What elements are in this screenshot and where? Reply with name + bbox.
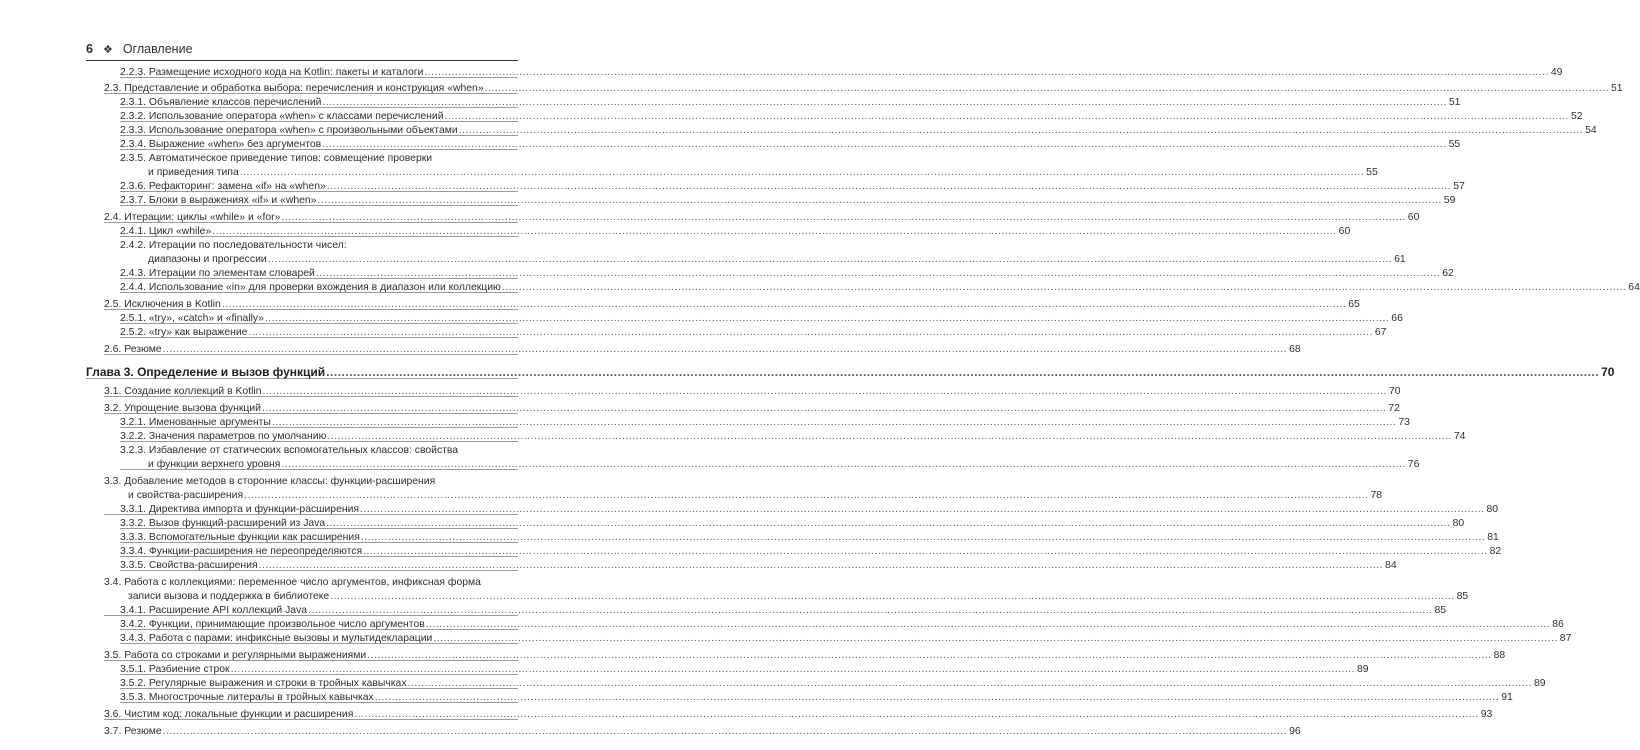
toc-entry-text: Создание коллекций в Kotlin [124, 386, 262, 397]
toc-entry-text: Рефакторинг: замена «if» на «when» [148, 181, 326, 192]
toc-entry-number: 2.5. [104, 299, 122, 310]
toc-page-number: 86 [1552, 619, 1564, 630]
toc-entry-title [104, 82, 484, 96]
toc-entry-number: 3.2.1. [120, 417, 146, 428]
dot-leader [366, 649, 1491, 663]
dot-leader [359, 503, 1484, 517]
toc-entry-title [120, 66, 423, 80]
toc-entry-number: 2.4. [104, 212, 122, 223]
dot-leader [280, 211, 1405, 225]
toc-entry-title [120, 691, 374, 705]
toc-page-number: 70 [1388, 386, 1401, 397]
toc-entry-text: Функции, принимающие произвольное число аргументов [148, 619, 425, 630]
toc-entry-title [104, 385, 262, 399]
toc-entry-text: Упрощение вызова функций [124, 403, 261, 414]
toc-entry-text: Размещение исходного кода на Kotlin: пакеты и каталоги [148, 67, 424, 78]
toc-entry-title [120, 663, 230, 677]
toc-page-number: 93 [1480, 709, 1493, 720]
toc-page-number: 61 [1394, 254, 1406, 265]
toc-entry-number: 2.5.2. [120, 327, 146, 338]
toc-page-number: 96 [1289, 726, 1301, 737]
toc-entry-number: 2.3. [104, 83, 122, 94]
toc-entry-title [120, 677, 407, 691]
toc-entry-number: 2.5.1. [120, 313, 146, 324]
toc-entry-number: 3.7. [104, 726, 122, 737]
toc-entry-title [120, 225, 211, 239]
toc-entry-number: 2.3.2. [120, 111, 146, 122]
toc-entry-text: «try» как выражение [148, 327, 248, 338]
dot-leader [316, 194, 1441, 208]
toc-page-number: 55 [1448, 139, 1461, 150]
toc-entry[interactable] [120, 267, 1454, 281]
toc-entry-number: 3.2.2. [120, 431, 146, 442]
toc-entry[interactable] [120, 677, 1546, 691]
toc-entry[interactable] [120, 559, 1397, 573]
toc-entry-text: Объявление классов перечислений [148, 97, 322, 108]
toc-entry[interactable] [148, 458, 1420, 472]
toc-entry[interactable] [120, 691, 1513, 705]
header-rule [86, 60, 518, 61]
toc-entry-number: 2.3.4. [120, 139, 146, 150]
toc-entry-text: Именованные аргументы [148, 417, 271, 428]
toc-entry-text: Значения параметров по умолчанию [148, 431, 327, 442]
toc-entry[interactable] [120, 663, 1369, 677]
toc-chapter[interactable] [86, 364, 1615, 380]
toc-entry-text: Свойства-расширения [148, 560, 258, 571]
toc-entry[interactable] [120, 545, 1502, 559]
toc-entry[interactable] [120, 312, 1403, 326]
toc-entry-number: 3.1. [104, 386, 122, 397]
dot-leader [374, 691, 1499, 705]
toc-page-number: 88 [1493, 650, 1506, 661]
toc-entry[interactable] [120, 503, 1499, 517]
toc-entry-text: Цикл «while» [148, 226, 212, 237]
toc-entry[interactable] [120, 96, 1461, 110]
toc-entry-number: 3.4.3. [120, 633, 146, 644]
toc-entry-title [120, 517, 325, 531]
toc-entry-number: 3.3.3. [120, 532, 146, 543]
toc-page-number: 52 [1570, 111, 1583, 122]
toc-entry-text: Резюме [124, 726, 162, 737]
toc-entry-text: Автоматическое приведение типов: совмещение проверки [148, 153, 433, 164]
toc-page-number: 64 [1628, 282, 1640, 293]
toc-page-number: 62 [1442, 268, 1454, 279]
toc-entry[interactable] [120, 430, 1466, 444]
toc-entry-text: Итерации по элементам словарей [148, 268, 315, 279]
toc-entry-text: Работа с парами: инфиксные вызовы и мультидекларации [148, 633, 433, 644]
toc-page-number: 59 [1443, 195, 1456, 206]
dot-leader [353, 708, 1478, 722]
toc-entry[interactable] [104, 475, 514, 489]
page-number: 6 [86, 42, 93, 56]
toc-page-number: 82 [1489, 546, 1502, 557]
toc-entry-text: Добавление методов в сторонние классы: функции-расширения [124, 476, 436, 487]
toc-page-number: 70 [1601, 365, 1615, 379]
toc-entry[interactable] [104, 576, 514, 590]
toc-page-number: 51 [1611, 83, 1623, 94]
toc-entry-text: Итерации: циклы «while» и «for» [124, 212, 281, 223]
dot-leader [230, 663, 1355, 677]
toc-entry-number: 3.3.5. [120, 560, 146, 571]
toc-entry[interactable] [120, 444, 514, 458]
toc-entry-title [120, 503, 359, 517]
dot-leader [267, 253, 1392, 267]
toc-entry-number: 2.4.2. [120, 240, 146, 251]
toc-entry[interactable] [104, 343, 1301, 357]
toc-entry-text: Регулярные выражения и строки в тройных кавычках [148, 678, 407, 689]
toc-entry-text: Использование «in» для проверки вхождения в диапазон или коллекцию [148, 282, 501, 293]
toc-entry[interactable] [120, 239, 514, 253]
dot-leader [325, 364, 1599, 380]
toc-entry[interactable] [104, 649, 1506, 663]
toc-page-number: 87 [1559, 633, 1572, 644]
toc-entry[interactable] [120, 124, 1597, 138]
toc-page-number: 57 [1453, 181, 1465, 192]
toc-entry-text: Определение и вызов функций [137, 365, 326, 379]
toc-entry-title [104, 402, 261, 416]
toc-entry-number: 2.4.1. [120, 226, 146, 237]
dot-leader [243, 489, 1368, 503]
toc-page-number: 51 [1448, 97, 1461, 108]
ornament-icon: ❖ [102, 43, 113, 56]
toc-entry[interactable] [120, 517, 1465, 531]
toc-entry[interactable] [120, 152, 514, 166]
dot-leader [315, 267, 1440, 281]
toc-entry-title [104, 475, 435, 489]
toc-page-number: 49 [1550, 67, 1563, 78]
toc-page-number: 80 [1452, 518, 1465, 529]
toc-entry[interactable] [120, 326, 1387, 340]
toc-entry-number: 3.3.1. [120, 504, 146, 515]
toc-entry-title [120, 138, 321, 152]
toc-page-number: 85 [1456, 591, 1469, 602]
toc-entry-title [120, 416, 271, 430]
dot-leader [325, 517, 1450, 531]
toc-entry[interactable] [120, 225, 1351, 239]
toc-page-number: 68 [1289, 344, 1301, 355]
toc-entry-number: 2.3.3. [120, 125, 146, 136]
running-title: Оглавление [122, 42, 193, 56]
toc-entry-number: 2.3.6. [120, 181, 146, 192]
toc-page-number: 81 [1487, 532, 1499, 543]
toc-entry-number: 2.4.3. [120, 268, 146, 279]
dot-leader [280, 458, 1405, 472]
toc-entry[interactable] [104, 385, 1401, 399]
toc-entry[interactable] [120, 66, 1563, 80]
toc-entry-title [120, 618, 425, 632]
toc-entry-title [120, 545, 362, 559]
toc-page-number: 73 [1398, 417, 1410, 428]
toc-entry[interactable] [104, 402, 1400, 416]
toc-entry-title [120, 194, 316, 208]
dot-leader [261, 402, 1386, 416]
toc-entry[interactable] [104, 298, 1360, 312]
toc-entry-text: «try», «catch» и «finally» [148, 313, 264, 324]
toc-entry-title [120, 326, 247, 340]
toc-entry-title: и функции верхнего уровня [148, 459, 281, 470]
toc-page-number: 91 [1501, 692, 1513, 703]
toc-entry-title [120, 531, 360, 545]
dot-leader [264, 312, 1389, 326]
toc-entry-number: 2.4.4. [120, 282, 146, 293]
toc-entry-title [120, 312, 264, 326]
toc-entry-number: 2.2.3. [120, 67, 146, 78]
dot-leader [326, 180, 1451, 194]
toc-entry-title [120, 632, 432, 646]
toc-entry-text: Блоки в выражениях «if» и «when» [148, 195, 317, 206]
toc-entry-text: Вызов функций-расширений из Java [148, 518, 326, 529]
toc-entry-number: 3.3.4. [120, 546, 146, 557]
toc-entry-text: Выражение «when» без аргументов [148, 139, 322, 150]
toc-entry-title [104, 708, 353, 722]
toc-entry[interactable] [148, 166, 1378, 180]
toc-entry-number: 3.4.1. [120, 605, 146, 616]
toc-page-number: 80 [1486, 504, 1499, 515]
toc-entry-title [104, 649, 366, 663]
toc-entry-number: 2.3.1. [120, 97, 146, 108]
toc-entry-title [120, 152, 432, 166]
toc-entry-number: Глава 3. [86, 365, 134, 379]
toc-entry-text: Функции-расширения не переопределяются [148, 546, 363, 557]
toc-entry-title: и свойства-расширения [128, 490, 244, 501]
dot-leader [362, 545, 1487, 559]
toc-entry-number: 3.2. [104, 403, 122, 414]
toc-entry-number: 2.3.5. [120, 153, 146, 164]
dot-leader [407, 677, 1532, 691]
toc-page-number: 89 [1357, 664, 1369, 675]
toc-page-number: 78 [1370, 490, 1383, 501]
toc-entry-text: Избавление от статических вспомогательных классов: свойства [148, 445, 459, 456]
toc-entry[interactable] [120, 618, 1564, 632]
toc-page-number: 72 [1388, 403, 1400, 414]
toc-entry-title [104, 725, 162, 739]
toc-entry-text: Использование оператора «when» с классами перечислений [148, 111, 444, 122]
dot-leader [501, 281, 1626, 295]
toc-entry-number: 3.2.3. [120, 445, 146, 456]
toc-entry-text: Использование оператора «when» с произвольными объектами [148, 125, 458, 136]
toc-entry-number: 2.3.7. [120, 195, 146, 206]
dot-leader [444, 110, 1569, 124]
toc-entry-text: Вспомогательные функции как расширения [148, 532, 360, 543]
toc-entry-title [120, 96, 321, 110]
toc-page-number: 67 [1374, 327, 1387, 338]
dot-leader [258, 559, 1383, 573]
toc-entry-text: Разбиение строк [148, 664, 230, 675]
toc-entry-text: Работа со строками и регулярными выражениями [124, 650, 367, 661]
toc-entry-text: Директива импорта и функции-расширения [148, 504, 360, 515]
toc-entry-text: Исключения в Kotlin [124, 299, 221, 310]
dot-leader [211, 225, 1336, 239]
toc-entry[interactable] [104, 82, 1623, 96]
toc-entry-text: Расширение API коллекций Java [148, 605, 308, 616]
toc-entry-title [120, 604, 307, 618]
toc-page-number: 76 [1407, 459, 1420, 470]
toc-entry-title [120, 124, 458, 138]
toc-entry-title [120, 239, 347, 253]
dot-leader [432, 632, 1557, 646]
dot-leader [162, 725, 1287, 739]
toc-entry-text: Многострочные литералы в тройных кавычках [148, 692, 374, 703]
toc-entry-title [120, 110, 444, 124]
toc-page-number: 55 [1366, 167, 1378, 178]
toc-entry[interactable] [104, 708, 1493, 722]
toc-entry-number: 3.3.2. [120, 518, 146, 529]
dot-leader [321, 96, 1446, 110]
toc-entry-title [104, 211, 280, 225]
toc-entry-title [120, 281, 501, 295]
toc-entry-title [104, 343, 162, 357]
toc-entry[interactable] [120, 281, 1640, 295]
dot-leader [423, 66, 1548, 80]
toc-entry-title [120, 444, 458, 458]
toc-entry-number: 3.3. [104, 476, 122, 487]
toc-entry-number: 3.6. [104, 709, 122, 720]
toc-entry-title [120, 180, 326, 194]
toc-entry-number: 3.5. [104, 650, 122, 661]
toc-entry[interactable] [128, 590, 1469, 604]
toc-entry[interactable] [104, 725, 1301, 739]
toc-entry-number: 3.5.3. [120, 692, 146, 703]
dot-leader [321, 138, 1446, 152]
toc-entry-text: Итерации по последовательности чисел: [148, 240, 347, 251]
dot-leader [425, 618, 1550, 632]
toc-entry[interactable] [120, 632, 1572, 646]
toc-entry-title [120, 430, 326, 444]
toc-entry-number: 2.6. [104, 344, 122, 355]
dot-leader [458, 124, 1583, 138]
toc-entry-number: 3.5.2. [120, 678, 146, 689]
dot-leader [247, 326, 1372, 340]
toc-page-number: 89 [1533, 678, 1546, 689]
toc-page-number: 85 [1434, 605, 1447, 616]
toc-entry[interactable] [148, 253, 1406, 267]
toc-entry[interactable] [120, 138, 1461, 152]
running-header [86, 40, 518, 58]
toc-entry-title [86, 364, 325, 380]
toc-entry-title: диапазоны и прогрессии [148, 254, 267, 265]
toc-entry[interactable] [104, 211, 1420, 225]
toc-entry-text: Представление и обработка выбора: перечисления и конструкция «when» [124, 83, 484, 94]
toc-page-number: 84 [1385, 560, 1397, 571]
toc-entry-title [120, 559, 258, 573]
toc-entry[interactable] [120, 180, 1465, 194]
toc-entry-number: 3.4. [104, 577, 122, 588]
toc-page-number: 66 [1391, 313, 1403, 324]
toc-entry-title [104, 298, 221, 312]
toc-page-number: 74 [1453, 431, 1466, 442]
dot-leader [360, 531, 1485, 545]
toc-entry-number: 3.4.2. [120, 619, 146, 630]
dot-leader [221, 298, 1346, 312]
toc-page-number: 60 [1338, 226, 1351, 237]
toc-entry[interactable] [120, 194, 1456, 208]
dot-leader [262, 385, 1387, 399]
toc-entry[interactable] [120, 110, 1583, 124]
toc-entry[interactable] [128, 489, 1383, 503]
toc-page-number: 60 [1407, 212, 1420, 223]
dot-leader [329, 590, 1454, 604]
toc-entry-title [120, 267, 315, 281]
dot-leader [239, 166, 1364, 180]
toc-entry[interactable] [120, 531, 1499, 545]
dot-leader [162, 343, 1287, 357]
toc-entry-title: и приведения типа [148, 167, 239, 178]
dot-leader [307, 604, 1432, 618]
toc-entry-text: Работа с коллекциями: переменное число аргументов, инфиксная форма [124, 577, 481, 588]
toc-entry-text: Чистим код: локальные функции и расширения [124, 709, 354, 720]
dot-leader [484, 82, 1609, 96]
toc-entry-text: Резюме [124, 344, 162, 355]
toc-entry-title: записи вызова и поддержка в библиотеке [128, 591, 330, 602]
toc-page-number: 54 [1585, 125, 1597, 136]
toc-entry[interactable] [120, 416, 1410, 430]
dot-leader [326, 430, 1451, 444]
toc-entry-title [104, 576, 481, 590]
toc-page-number: 65 [1348, 299, 1360, 310]
toc-entry-number: 3.5.1. [120, 664, 146, 675]
toc-entry[interactable] [120, 604, 1447, 618]
dot-leader [271, 416, 1396, 430]
